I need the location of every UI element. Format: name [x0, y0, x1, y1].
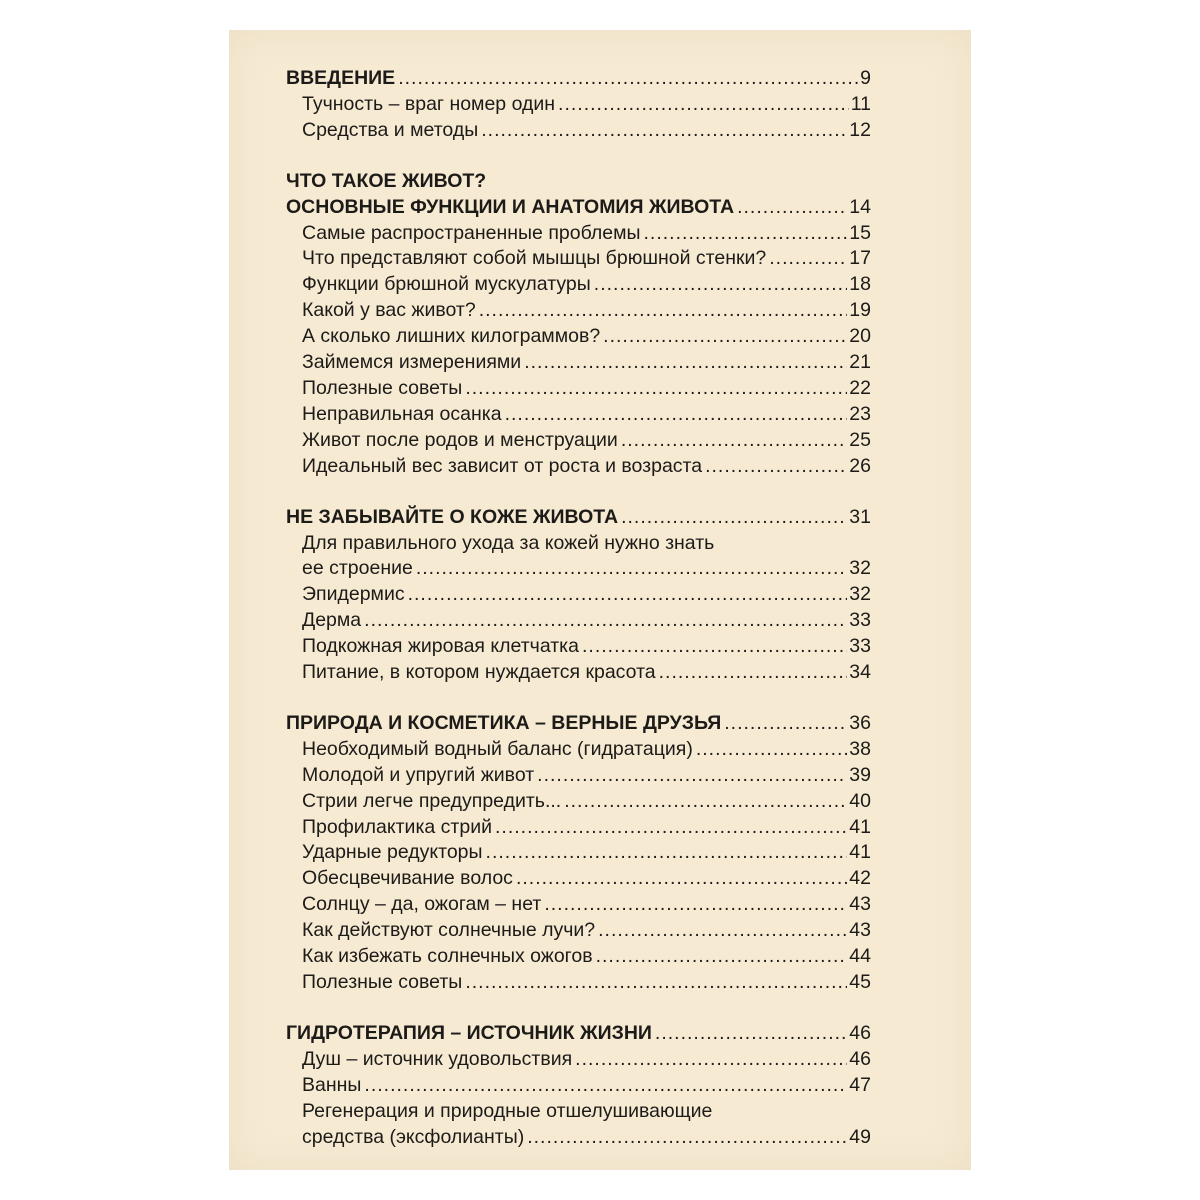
toc-subsection-entry[interactable]: [286, 118, 871, 144]
dot-leader: [495, 815, 847, 841]
toc-page-number: 32: [849, 583, 871, 606]
toc-entry-title: ОСНОВНЫЕ ФУНКЦИИ И АНАТОМИЯ ЖИВОТА: [286, 195, 735, 218]
dot-leader: [486, 840, 848, 866]
toc-entry-title: Душ – источник удовольствия: [302, 1047, 573, 1070]
dot-leader: [479, 298, 848, 324]
toc-entry-title: Обесцвечивание волос: [302, 867, 513, 890]
toc-page-number: 15: [849, 221, 871, 244]
toc-page-number: 23: [849, 402, 871, 425]
dot-leader: [596, 944, 848, 970]
dot-leader: [364, 1073, 847, 1099]
toc-subsection-entry[interactable]: [286, 324, 871, 350]
toc-subsection-entry[interactable]: [286, 556, 871, 582]
toc-subsection-entry[interactable]: [286, 840, 871, 866]
toc-page-number: 41: [849, 815, 871, 838]
toc-chapter-entry[interactable]: [286, 1021, 871, 1047]
toc-page-number: 9: [860, 67, 871, 89]
toc-page-number: 44: [849, 945, 871, 968]
toc-page-number: 43: [849, 893, 871, 916]
dot-leader: [621, 428, 847, 454]
toc-entry-title: Тучность – враг номер один: [302, 92, 556, 115]
dot-leader: [724, 711, 847, 737]
toc-entry-title: Идеальный вес зависит от роста и возраста: [302, 454, 703, 477]
toc-subsection-entry[interactable]: [286, 582, 871, 608]
dot-leader: [737, 195, 847, 221]
toc-page-number: 14: [849, 195, 871, 218]
dot-leader: [481, 118, 847, 144]
toc-page-number: 33: [849, 609, 871, 632]
toc-subsection-entry[interactable]: [286, 634, 871, 660]
toc-page-number: 42: [849, 867, 871, 890]
toc-subsection-entry[interactable]: [286, 350, 871, 376]
dot-leader: [416, 556, 847, 582]
toc-chapter-entry[interactable]: [286, 711, 871, 737]
toc-subsection-entry[interactable]: [286, 892, 871, 918]
toc-subsection-entry[interactable]: [286, 763, 871, 789]
toc-subsection-entry[interactable]: [286, 376, 871, 402]
toc-page-number: 46: [849, 1021, 871, 1044]
toc-entry-title: Полезные советы: [302, 376, 463, 399]
toc-subsection-entry[interactable]: [286, 789, 871, 815]
toc-page-number: 18: [849, 273, 871, 296]
book-page: [229, 30, 971, 1170]
dot-leader: [524, 350, 847, 376]
toc-subsection-entry[interactable]: [286, 298, 871, 324]
toc-page-number: 20: [849, 325, 871, 348]
dot-leader: [594, 272, 848, 298]
toc-entry-title: НЕ ЗАБЫВАЙТЕ О КОЖЕ ЖИВОТА: [286, 505, 619, 528]
table-of-contents: [286, 66, 871, 1175]
toc-subsection-entry[interactable]: [286, 402, 871, 428]
toc-page-number: 17: [849, 247, 871, 270]
toc-page-number: 49: [849, 1125, 871, 1148]
toc-page-number: 38: [849, 737, 871, 760]
toc-section: [286, 711, 871, 996]
toc-entry-title: Ударные редукторы: [302, 841, 483, 864]
toc-subsection-entry[interactable]: [286, 272, 871, 298]
toc-entry-title: Ванны: [302, 1073, 362, 1096]
toc-entry-title: Стрии легче предупредить...: [302, 789, 562, 812]
toc-subsection-entry[interactable]: [286, 866, 871, 892]
toc-subsection-entry[interactable]: [286, 92, 871, 118]
dot-leader: [364, 608, 847, 634]
dot-leader: [705, 454, 847, 480]
dot-leader: [644, 221, 848, 247]
dot-leader: [564, 789, 847, 815]
toc-entry-title: Функции брюшной мускулатуры: [302, 273, 591, 296]
toc-entry-title: Полезные советы: [302, 971, 463, 993]
toc-subsection-entry[interactable]: [286, 454, 871, 480]
toc-page-number: 11: [850, 92, 871, 115]
toc-subsection-entry[interactable]: [286, 944, 871, 970]
dot-leader: [575, 1047, 847, 1073]
toc-subsection-entry[interactable]: [286, 1099, 871, 1125]
toc-section: [286, 66, 871, 144]
toc-section: [286, 169, 871, 480]
toc-page-number: 33: [849, 635, 871, 658]
toc-section: [286, 1021, 871, 1151]
toc-section: [286, 505, 871, 686]
dot-leader: [598, 918, 847, 944]
dot-leader: [769, 246, 847, 272]
toc-entry-title: ВВЕДЕНИЕ: [286, 67, 396, 89]
dot-leader: [655, 1021, 847, 1047]
toc-page-number: 46: [849, 1047, 871, 1070]
toc-entry-title: ПРИРОДА И КОСМЕТИКА – ВЕРНЫЕ ДРУЗЬЯ: [286, 711, 722, 734]
toc-subsection-entry[interactable]: [286, 608, 871, 634]
toc-entry-title: Подкожная жировая клетчатка: [302, 635, 579, 658]
toc-page-number: 22: [849, 376, 871, 399]
dot-leader: [558, 92, 849, 118]
toc-entry-title: Как действуют солнечные лучи?: [302, 919, 596, 942]
dot-leader: [527, 1125, 847, 1151]
toc-page-number: 12: [849, 118, 871, 141]
dot-leader: [505, 402, 848, 428]
toc-page-number: 25: [849, 428, 871, 451]
toc-subsection-entry[interactable]: [286, 918, 871, 944]
toc-entry-title: Питание, в котором нуждается красота: [302, 661, 656, 684]
toc-subsection-entry[interactable]: [286, 1125, 871, 1151]
toc-subsection-entry[interactable]: [286, 221, 871, 247]
toc-page-number: 41: [849, 841, 871, 864]
toc-subsection-entry[interactable]: [286, 1073, 871, 1099]
toc-entry-title: ее строение: [302, 557, 413, 580]
dot-leader: [408, 582, 848, 608]
toc-subsection-entry[interactable]: [286, 970, 871, 996]
toc-entry-title: Живот после родов и менструации: [302, 428, 618, 451]
dot-leader: [465, 376, 847, 402]
toc-page-number: 43: [849, 919, 871, 942]
dot-leader: [621, 505, 847, 531]
toc-entry-title: Займемся измерениями: [302, 351, 522, 374]
toc-entry-title: Дерма: [302, 609, 362, 632]
dot-leader: [465, 970, 847, 996]
dot-leader: [537, 763, 847, 789]
toc-entry-title: Неправильная осанка: [302, 402, 502, 425]
toc-entry-title: Как избежать солнечных ожогов: [302, 945, 593, 968]
toc-subsection-entry[interactable]: [286, 737, 871, 763]
toc-entry-title: А сколько лишних килограммов?: [302, 325, 601, 348]
toc-page-number: 40: [849, 789, 871, 812]
toc-chapter-entry[interactable]: [286, 505, 871, 531]
toc-page-number: 21: [849, 351, 871, 374]
dot-leader: [516, 866, 847, 892]
toc-page-number: 26: [849, 454, 871, 477]
toc-page-number: 39: [849, 763, 871, 786]
toc-subsection-entry[interactable]: [286, 815, 871, 841]
toc-entry-title: Самые распространенные проблемы: [302, 221, 641, 244]
toc-entry-title: ЧТО ТАКОЕ ЖИВОТ?: [286, 169, 487, 192]
toc-entry-title: Средства и методы: [302, 118, 479, 141]
toc-entry-title: Какой у вас живот?: [302, 299, 476, 322]
toc-chapter-entry[interactable]: [286, 195, 871, 221]
toc-page-number: 36: [849, 711, 871, 734]
toc-entry-title: Профилактика стрий: [302, 815, 492, 838]
toc-page-number: 31: [849, 505, 871, 528]
toc-entry-title: средства (эксфолианты): [302, 1125, 525, 1148]
toc-page-number: 19: [849, 299, 871, 322]
toc-entry-title: Регенерация и природные отшелушивающие: [302, 1099, 713, 1122]
toc-entry-title: Для правильного ухода за кожей нужно знать: [302, 531, 715, 554]
dot-leader: [544, 892, 847, 918]
toc-entry-title: Эпидермис: [302, 583, 405, 606]
dot-leader: [582, 634, 847, 660]
toc-subsection-entry[interactable]: [286, 660, 871, 686]
toc-page-number: 45: [849, 971, 871, 993]
toc-page-number: 47: [849, 1073, 871, 1096]
toc-page-number: 34: [849, 661, 871, 684]
toc-chapter-entry[interactable]: [286, 66, 871, 92]
dot-leader: [398, 66, 858, 92]
toc-entry-title: Необходимый водный баланс (гидратация): [302, 737, 693, 760]
toc-entry-title: Молодой и упругий живот: [302, 763, 535, 786]
toc-entry-title: ГИДРОТЕРАПИЯ – ИСТОЧНИК ЖИЗНИ: [286, 1021, 652, 1044]
toc-subsection-entry[interactable]: [286, 531, 871, 557]
toc-entry-title: Что представляют собой мышцы брюшной стенки?: [302, 247, 767, 270]
toc-subsection-entry[interactable]: [286, 428, 871, 454]
dot-leader: [659, 660, 848, 686]
toc-chapter-entry[interactable]: [286, 169, 871, 195]
toc-page-number: 32: [849, 557, 871, 580]
dot-leader: [603, 324, 847, 350]
toc-entry-title: Солнцу – да, ожогам – нет: [302, 893, 542, 916]
toc-subsection-entry[interactable]: [286, 246, 871, 272]
toc-subsection-entry[interactable]: [286, 1047, 871, 1073]
dot-leader: [696, 737, 847, 763]
